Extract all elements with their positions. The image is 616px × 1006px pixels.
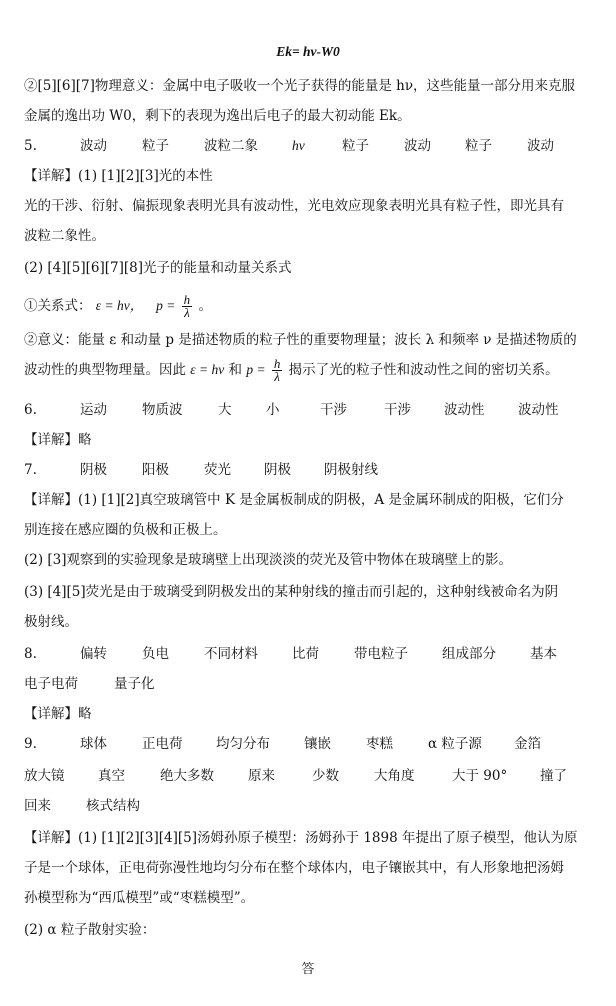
answer-item: 波粒二象	[204, 138, 258, 154]
answer-item: α 粒子源	[428, 736, 482, 752]
question-number: 9.	[24, 736, 37, 752]
meaning-formula-line	[24, 356, 592, 384]
q9-answer-row	[24, 734, 592, 754]
formula-momentum: p =	[246, 362, 266, 377]
answer-item: 回来	[24, 798, 51, 814]
question-number: 8.	[24, 646, 37, 662]
relation-formula-line	[24, 292, 592, 320]
answer-item: 基本	[530, 646, 557, 662]
explanation-line: (2) [3]观察到的实验现象是玻璃壁上出现淡淡的荧光及管中物体在玻璃壁上的影。	[24, 552, 513, 568]
answer-item: 不同材料	[204, 646, 258, 662]
answer-item: 波动	[527, 138, 554, 154]
answer-item: 偏转	[80, 646, 107, 662]
answer-item: 正电荷	[142, 736, 183, 752]
fraction-h-over-lambda	[272, 358, 283, 383]
answer-item: 球体	[80, 736, 107, 752]
answer-item: 枣糕	[366, 736, 393, 752]
answer-item: 金箔	[514, 736, 541, 752]
text-fragment: 。	[198, 298, 212, 314]
explanation-line: 【详解】(1) [1][2]真空玻璃管中 K 是金属板制成的阴极，A 是金属环制成的阳极，它们分	[24, 492, 564, 508]
answer-item: 阴极射线	[324, 462, 378, 478]
explanation-line: (2) [4][5][6][7][8]光子的能量和动量关系式	[24, 260, 292, 276]
q8-answer-row-2	[24, 674, 592, 694]
answer-item: 原来	[248, 768, 275, 784]
answer-item: 干涉	[320, 402, 347, 418]
page-footer: 答	[301, 962, 315, 977]
fraction-h-over-lambda	[182, 294, 193, 319]
explanation-line: 波粒二象性。	[24, 228, 105, 244]
fraction-numerator: h	[183, 292, 191, 307]
explanation-line: 【详解】(1) [1][2][3]光的本性	[24, 168, 213, 184]
explanation-line: 极射线。	[24, 614, 78, 630]
answer-item: 物质波	[142, 402, 183, 418]
text-fragment: 揭示了光的粒子性和波动性之间的密切关系。	[288, 362, 559, 378]
answer-item: 运动	[80, 402, 107, 418]
answer-item: 电子电荷	[24, 676, 78, 692]
explanation-line: 子是一个球体，正电荷弥漫性地均匀分布在整个球体内，电子镶嵌其中，有人形象地把汤姆	[24, 860, 564, 876]
explanation-line: 光的干涉、衍射、偏振现象表明光具有波动性，光电效应现象表明光具有粒子性，即光具有	[24, 198, 564, 214]
q9-answer-row-2	[24, 766, 592, 786]
q5-answer-row	[24, 136, 592, 156]
answer-item: 荧光	[204, 462, 231, 478]
answer-item: 绝大多数	[160, 768, 214, 784]
q7-answer-row	[24, 460, 592, 480]
answer-item: 波动	[80, 138, 107, 154]
answer-item: 粒子	[342, 138, 369, 154]
answer-item: hν	[292, 138, 305, 153]
answer-item: 大角度	[374, 768, 415, 784]
answer-item: 大于 90°	[452, 768, 508, 784]
fraction-denominator: λ	[274, 369, 280, 384]
answer-item: 均匀分布	[216, 736, 270, 752]
question-number: 6.	[24, 402, 37, 418]
answer-item: 真空	[98, 768, 125, 784]
explanation-line: 【详解】(1) [1][2][3][4][5]汤姆孙原子模型：汤姆孙于 1898 年提出了原子模型，他认为原	[24, 830, 578, 846]
explanation-line: (2) α 粒子散射实验：	[24, 922, 156, 938]
paragraph-line: ②[5][6][7]物理意义：金属中电子吸收一个光子获得的能量是 hν，这些能量一部分用来克服	[24, 78, 576, 94]
question-number: 5.	[24, 138, 37, 154]
fraction-denominator: λ	[184, 305, 190, 320]
q9-answer-row-3	[24, 796, 592, 816]
formula-energy: ε = hν，	[95, 298, 144, 313]
answer-item: 量子化	[114, 676, 155, 692]
question-number: 7.	[24, 462, 37, 478]
answer-item: 少数	[312, 768, 339, 784]
text-fragment: ①关系式：	[24, 298, 92, 314]
answer-item: 放大镜	[24, 768, 65, 784]
explanation-line: (3) [4][5]荧光是由于玻璃受到阴极发出的某种射线的撞击而引起的，这种射线被命名为阴	[24, 584, 559, 600]
explanation-line: 【详解】略	[24, 432, 92, 448]
answer-item: 小	[266, 402, 280, 418]
answer-item: 粒子	[142, 138, 169, 154]
answer-item: 波动性	[444, 402, 485, 418]
answer-item: 波动	[404, 138, 431, 154]
explanation-line: 孙模型称为“西瓜模型”或“枣糕模型”。	[24, 890, 255, 906]
answer-item: 负电	[142, 646, 169, 662]
text-fragment: 和	[228, 362, 243, 378]
explanation-line: ②意义：能量 ε 和动量 p 是描述物质的粒子性的重要物理量；波长 λ 和频率 ν 是描述物质的	[24, 332, 577, 348]
answer-item: 撞了	[540, 768, 567, 784]
q8-answer-row	[24, 644, 592, 664]
answer-item: 阳极	[142, 462, 169, 478]
text-fragment: 波动性的典型物理量。因此	[24, 362, 186, 378]
answer-item: 粒子	[465, 138, 492, 154]
formula-ek: Ek= hν-W0	[276, 44, 340, 59]
formula-momentum: p =	[156, 298, 176, 313]
answer-item: 比荷	[292, 646, 319, 662]
answer-item: 组成部分	[442, 646, 496, 662]
q6-answer-row	[24, 400, 592, 420]
answer-item: 干涉	[384, 402, 411, 418]
fraction-numerator: h	[273, 356, 281, 371]
answer-item: 核式结构	[86, 798, 140, 814]
answer-item: 带电粒子	[354, 646, 408, 662]
explanation-line: 【详解】略	[24, 706, 92, 722]
formula-energy: ε = hν	[190, 362, 225, 377]
paragraph-line: 金属的逸出功 W0，剩下的表现为逸出后电子的最大初动能 Ek。	[24, 108, 411, 124]
answer-item: 波动性	[518, 402, 559, 418]
answer-item: 阴极	[264, 462, 291, 478]
explanation-line: 别连接在感应圈的负极和正极上。	[24, 522, 227, 538]
answer-item: 阴极	[80, 462, 107, 478]
answer-item: 大	[218, 402, 232, 418]
answer-item: 镶嵌	[304, 736, 331, 752]
